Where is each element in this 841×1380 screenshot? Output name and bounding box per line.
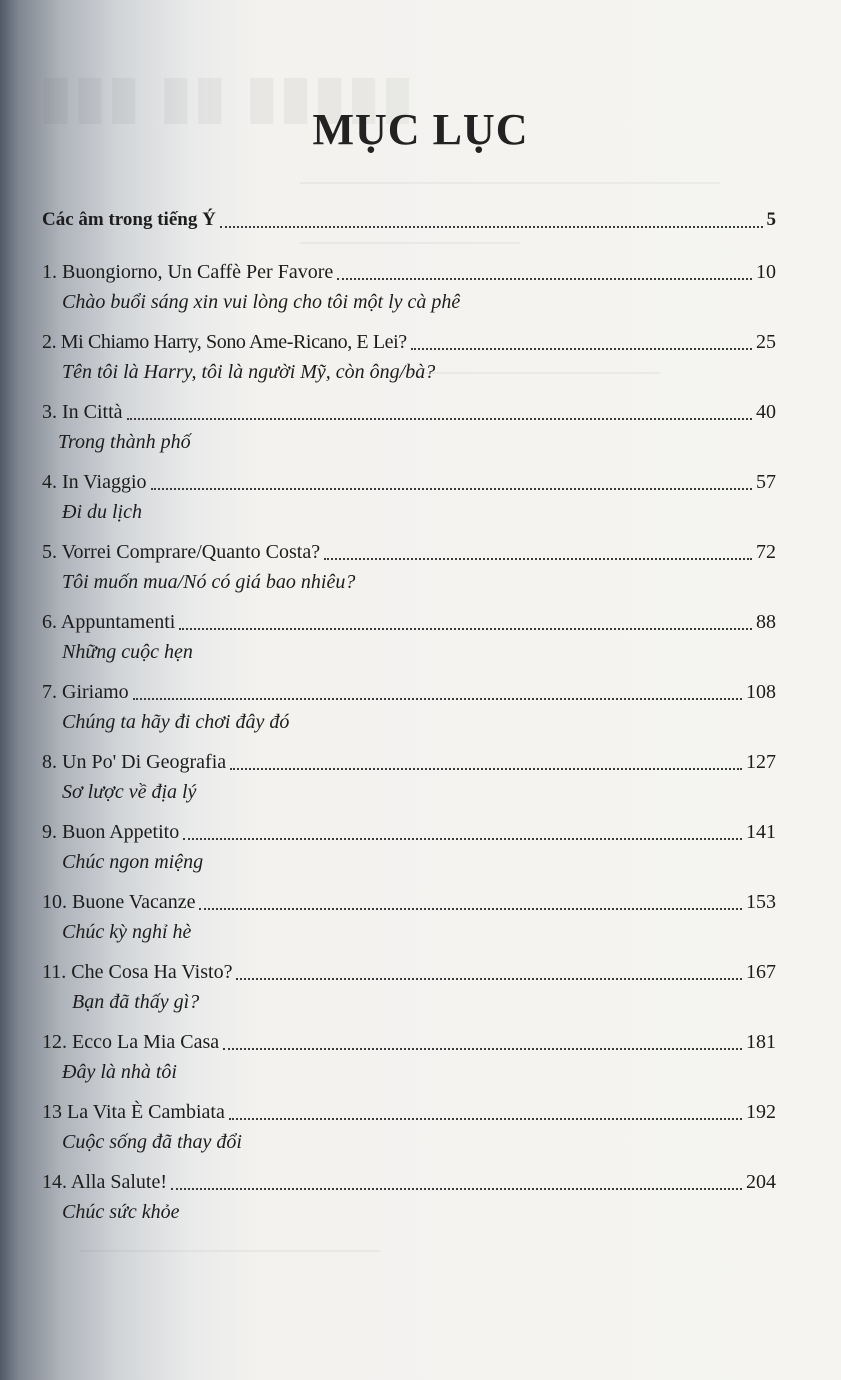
show-through-line [300, 182, 720, 184]
toc-entry-label: 10. Buone Vacanze [42, 891, 196, 913]
toc-entry-page: 108 [746, 681, 776, 703]
toc-entry-label: Các âm trong tiếng Ý [42, 209, 216, 230]
toc-entry-subtitle: Đây là nhà tôi [62, 1061, 177, 1083]
toc-entry-page: 153 [746, 891, 776, 913]
toc-entry-label: 11. Che Cosa Ha Visto? [42, 961, 233, 983]
toc-entry-subtitle: Chúc kỳ nghỉ hè [62, 921, 192, 943]
dot-leader [127, 418, 752, 420]
toc-entry-subtitle: Đi du lịch [62, 501, 142, 523]
dot-leader [133, 698, 742, 700]
toc-entry-subtitle: Tôi muốn mua/Nó có giá bao nhiêu? [62, 571, 356, 593]
toc-entry-11[interactable] [42, 954, 776, 986]
toc-entry-page: 25 [756, 331, 776, 353]
toc-entry-8[interactable] [42, 744, 776, 776]
dot-leader [199, 908, 742, 910]
dot-leader [183, 838, 742, 840]
toc-entry-6[interactable] [42, 604, 776, 636]
toc-entry-5[interactable] [42, 534, 776, 566]
toc-entry-14[interactable] [42, 1164, 776, 1196]
dot-leader [337, 278, 752, 280]
toc-entry-page: 127 [746, 751, 776, 773]
toc-entry-label: 14. Alla Salute! [42, 1171, 167, 1193]
toc-entry-page: 5 [766, 209, 776, 230]
toc-entry-12[interactable] [42, 1024, 776, 1056]
toc-entry-subtitle: Những cuộc hẹn [62, 641, 193, 663]
toc-entry-1[interactable] [42, 254, 776, 286]
toc-entry-subtitle: Chúng ta hãy đi chơi đây đó [62, 711, 290, 733]
dot-leader [236, 978, 742, 980]
toc-entry-subtitle: Trong thành phố [58, 431, 191, 453]
toc-entry-label: 3. In Città [42, 401, 123, 423]
toc-entry-page: 88 [756, 611, 776, 633]
toc-entry-label: 12. Ecco La Mia Casa [42, 1031, 220, 1053]
toc-entry-subtitle: Cuộc sống đã thay đổi [62, 1131, 242, 1153]
dot-leader [223, 1048, 742, 1050]
toc-entry-page: 10 [756, 261, 776, 283]
toc-entry-3[interactable] [42, 394, 776, 426]
toc-entry-page: 141 [746, 821, 776, 843]
show-through-line [80, 1250, 380, 1252]
toc-entry-9[interactable] [42, 814, 776, 846]
dot-leader [411, 348, 752, 350]
toc-entry-10[interactable] [42, 884, 776, 916]
show-through-line [300, 242, 520, 244]
toc-entry-subtitle: Bạn đã thấy gì? [72, 991, 200, 1013]
toc-entry-label: 4. In Viaggio [42, 471, 147, 493]
toc-entry-label: 13 La Vita È Cambiata [42, 1101, 225, 1123]
toc-entry-subtitle: Chúc sức khỏe [62, 1201, 180, 1223]
toc-entry-subtitle: Chúc ngon miệng [62, 851, 204, 873]
toc-entry-label: 1. Buongiorno, Un Caffè Per Favore [42, 261, 334, 283]
toc-entry-subtitle: Chào buổi sáng xin vui lòng cho tôi một ly cà phê [62, 291, 461, 313]
toc-entry-label: 5. Vorrei Comprare/Quanto Costa? [42, 541, 321, 563]
toc-entry-7[interactable] [42, 674, 776, 706]
toc-entry-page: 72 [756, 541, 776, 563]
toc-entry-label: 8. Un Po' Di Geografia [42, 751, 227, 773]
dot-leader [230, 768, 742, 770]
toc-entry-label: 7. Giriamo [42, 681, 129, 703]
dot-leader [324, 558, 752, 560]
dot-leader [151, 488, 752, 490]
toc-entry-page: 192 [746, 1101, 776, 1123]
dot-leader [229, 1118, 742, 1120]
page-title: MỤC LỤC [312, 105, 529, 154]
dot-leader [220, 226, 763, 228]
toc-entry-page: 204 [746, 1171, 776, 1193]
dot-leader [179, 628, 752, 630]
toc-entry-page: 40 [756, 401, 776, 423]
toc-entry-page: 181 [746, 1031, 776, 1053]
toc-entry-page: 167 [746, 961, 776, 983]
dot-leader [171, 1188, 742, 1190]
toc-entry-4[interactable] [42, 464, 776, 496]
toc-entry-label: 2. Mi Chiamo Harry, Sono Ame-Ricano, E Lei? [42, 331, 407, 353]
toc-entry-label: 9. Buon Appetito [42, 821, 180, 843]
toc-entry-2[interactable] [42, 324, 776, 356]
toc-entry-subtitle: Tên tôi là Harry, tôi là người Mỹ, còn ông/bà? [62, 361, 436, 383]
toc-entry-intro[interactable] [42, 202, 776, 234]
toc-entry-label: 6. Appuntamenti [42, 611, 176, 633]
toc-entry-subtitle: Sơ lược về địa lý [62, 781, 197, 803]
toc-entry-page: 57 [756, 471, 776, 493]
toc-entry-13[interactable] [42, 1094, 776, 1126]
